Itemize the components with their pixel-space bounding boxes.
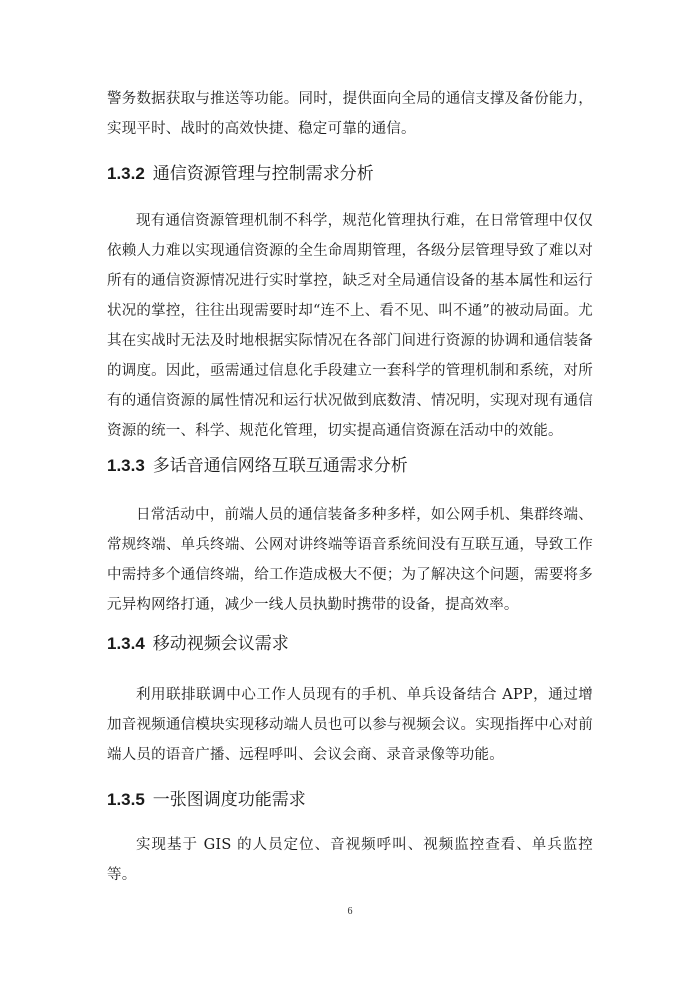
section-number: 1.3.2: [107, 164, 145, 183]
section-number: 1.3.3: [107, 456, 145, 475]
section-heading-1-3-2: [107, 160, 593, 188]
section-number: 1.3.4: [107, 634, 145, 653]
opening-paragraph: 警务数据获取与推送等功能。同时，提供面向全局的通信支撑及备份能力，实现平时、战时的高效快捷、稳定可靠的通信。: [107, 91, 593, 137]
section-title: 一张图调度功能需求: [152, 790, 306, 810]
section-number: 1.3.5: [107, 790, 145, 809]
page-number: 6: [347, 906, 353, 917]
section-title: 多话音通信网络互联互通需求分析: [152, 456, 408, 476]
section-title: 通信资源管理与控制需求分析: [152, 164, 374, 184]
section-heading-1-3-3: [107, 452, 593, 480]
section-title: 移动视频会议需求: [152, 634, 289, 654]
section-paragraph-1-3-3: 日常活动中，前端人员的通信装备多种多样，如公网手机、集群终端、常规终端、单兵终端、公网对讲终端等语音系统间没有互联互通，导致工作中需持多个通信终端，给工作造成极大不便；为了解决这个问题，需要将多元异构网络打通，减少一线人员执勤时携带的设备，提高效率。: [107, 507, 593, 613]
section-heading-1-3-5: [107, 786, 593, 814]
section-paragraph-1-3-2: 现有通信资源管理机制不科学，规范化管理执行难，在日常管理中仅仅依赖人力难以实现通信资源的全生命周期管理，各级分层管理导致了难以对所有的通信资源情况进行实时掌控，缺乏对全局通信设备的基本属性和运行状况的掌控，往往出现需要时却“连不上、看不见、叫不通”的被动局面。尤其在实战时无法及时地根据实际情况在各部门间进行资源的协调和通信装备的调度。因此，亟需通过信息化手段建立一套科学的管理机制和系统，对所有的通信资源的属性情况和运行状况做到底数清、情况明，实现对现有通信资源的统一、科学、规范化管理，切实提高通信资源在活动中的效能。: [107, 213, 593, 439]
section-paragraph-1-3-5: 实现基于 GIS 的人员定位、音视频呼叫、视频监控查看、单兵监控等。: [107, 837, 593, 883]
section-paragraph-1-3-4: 利用联排联调中心工作人员现有的手机、单兵设备结合 APP，通过增加音视频通信模块实现移动端人员也可以参与视频会议。实现指挥中心对前端人员的语音广播、远程呼叫、会议会商、录音录像等功能。: [107, 687, 593, 763]
section-heading-1-3-4: [107, 630, 593, 658]
